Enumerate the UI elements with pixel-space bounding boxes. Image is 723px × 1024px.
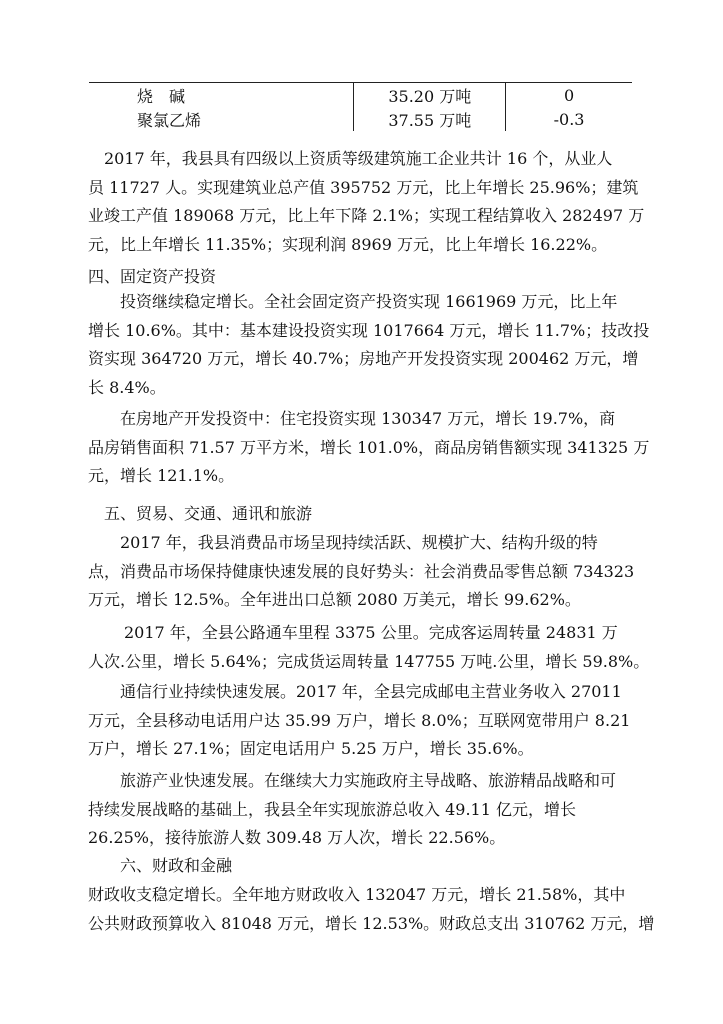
table-cell-output: 37.55 万吨 <box>354 107 506 131</box>
paragraph-trade <box>88 529 648 615</box>
text-line: 万元，增长 12.5%。全年进出口总额 2080 万美元，增长 99.62%。 <box>88 590 581 609</box>
text-line: 26.25%，接待旅游人数 309.48 万人次，增长 22.56%。 <box>88 828 506 847</box>
paragraph-finance <box>88 881 655 938</box>
text-line: 资实现 364720 万元，增长 40.7%；房地产开发投资实现 200462 万元，增 <box>88 349 639 368</box>
section-heading-investment: 四、固定资产投资 <box>88 267 217 286</box>
text-line: 元，比上年增长 11.35%；实现利润 8969 万元，比上年增长 16.22%。 <box>88 234 608 254</box>
paragraph-construction <box>88 145 648 259</box>
text-line: 2017 年，我县具有四级以上资质等级建筑施工企业共计 16 个，从业人 <box>104 149 613 168</box>
product-output-table <box>89 82 632 131</box>
text-line: 增长 10.6%。其中：基本建设投资实现 1017664 万元，增长 11.7%；技改投 <box>88 320 650 340</box>
section-heading-trade: 五、贸易、交通、通讯和旅游 <box>104 504 313 523</box>
text-line: 通信行业持续快速发展。2017 年，全县完成邮电主营业务收入 27011 <box>120 682 622 701</box>
text-line: 万户，增长 27.1%；固定电话用户 5.25 万户，增长 35.6%。 <box>88 739 534 758</box>
text-line: 2017 年，全县公路通车里程 3375 公里。完成客运周转量 24831 万 <box>124 623 618 642</box>
text-line: 长 8.4%。 <box>88 377 166 397</box>
table-cell-growth: 0 <box>506 83 632 108</box>
text-line: 元，增长 121.1%。 <box>88 466 235 485</box>
paragraph-telecom <box>88 678 648 764</box>
text-line: 公共财政预算收入 81048 万元，增长 12.53%。财政总支出 310762 万元，增 <box>88 913 655 933</box>
table-cell-product: 聚氯乙烯 <box>137 110 202 130</box>
text-line: 在房地产开发投资中：住宅投资实现 130347 万元，增长 19.7%，商 <box>120 409 616 428</box>
paragraph-transport <box>88 619 648 676</box>
text-line: 员 11727 人。实现建筑业总产值 395752 万元，比上年增长 25.96%；建筑 <box>88 177 639 197</box>
table-cell-output: 35.20 万吨 <box>354 83 506 108</box>
text-line: 点，消费品市场保持健康快速发展的良好势头：社会消费品零售总额 734323 <box>88 561 635 581</box>
paragraph-tourism <box>88 767 648 853</box>
text-line: 业竣工产值 189068 万元，比上年下降 2.1%；实现工程结算收入 282497 万 <box>88 206 645 225</box>
paragraph-investment <box>88 288 648 402</box>
text-line: 万元，全县移动电话用户达 35.99 万户，增长 8.0%；互联网宽带用户 8.21 <box>88 710 631 730</box>
text-line: 人次.公里，增长 5.64%；完成货运周转量 147755 万吨.公里，增长 59.8%。 <box>88 651 650 671</box>
text-line: 品房销售面积 71.57 万平方米，增长 101.0%，商品房销售额实现 341325 万 <box>88 437 650 457</box>
table-cell-product: 烧 碱 <box>89 83 354 108</box>
section-heading-finance: 六、财政和金融 <box>120 856 233 875</box>
paragraph-real-estate <box>88 405 648 491</box>
table-row <box>89 107 632 131</box>
text-line: 投资继续稳定增长。全社会固定资产投资实现 1661969 万元，比上年 <box>120 292 618 311</box>
text-line: 旅游产业快速发展。在继续大力实施政府主导战略、旅游精品战略和可 <box>120 771 617 790</box>
text-line: 2017 年，我县消费品市场呈现持续活跃、规模扩大、结构升级的特 <box>120 533 598 552</box>
table-cell-growth: -0.3 <box>506 107 632 131</box>
text-line: 持续发展战略的基础上，我县全年实现旅游总收入 49.11 亿元，增长 <box>88 799 576 819</box>
table-row <box>89 83 632 108</box>
text-line: 财政收支稳定增长。全年地方财政收入 132047 万元，增长 21.58%，其中 <box>88 885 626 904</box>
